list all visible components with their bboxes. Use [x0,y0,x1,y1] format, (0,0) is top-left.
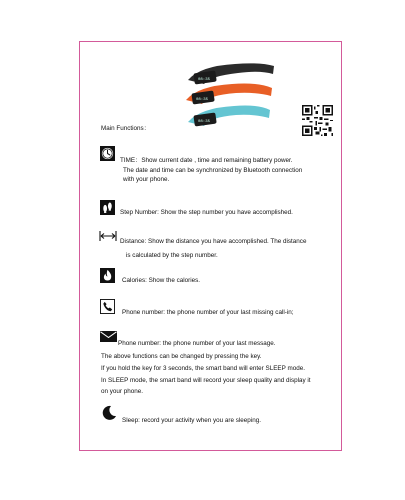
svg-text:08:35: 08:35 [198,78,211,82]
time-description-line3: with your phone. [123,176,170,183]
smart-band-product-image [180,52,280,142]
envelope-icon [100,331,117,342]
time-description: TIME：Show current date , time and remaining battery power. [120,157,293,164]
svg-text:08:35: 08:35 [198,120,211,124]
functions-note: The above functions can be changed by pressing the key. [101,353,262,360]
sleep-description: Sleep: record your activity when you are sleeping. [122,417,261,424]
distance-description: Distance: Show the distance you have accomplished. The distance [120,238,307,245]
message-description: Phone number: the phone number of your last message. [118,340,276,347]
footprints-icon [100,200,115,215]
distance-icon [99,230,117,242]
moon-icon [101,405,117,421]
sleep-record-note: In SLEEP mode, the smart band will record your sleep quality and display it [101,377,311,384]
time-description-line2: The date and time can be synchronized by Bluetooth connection [123,167,303,174]
flame-icon [100,268,115,283]
sleep-mode-note: If you hold the key for 3 seconds, the smart band will enter SLEEP mode. [101,365,305,372]
distance-description-line2: is calculated by the step number. [126,252,218,259]
step-description: Step Number: Show the step number you have accomplished. [120,209,293,216]
sleep-record-note-line2: on your phone. [101,388,144,395]
qr-code-icon [302,105,333,136]
main-functions-heading: Main Functions： [101,125,150,132]
svg-text:08:35: 08:35 [196,98,209,102]
calories-description: Calories: Show the calories. [122,277,201,284]
phone-description: Phone number: the phone number of your last missing call-in; [122,309,294,316]
phone-icon [100,299,115,314]
clock-icon [100,146,115,161]
